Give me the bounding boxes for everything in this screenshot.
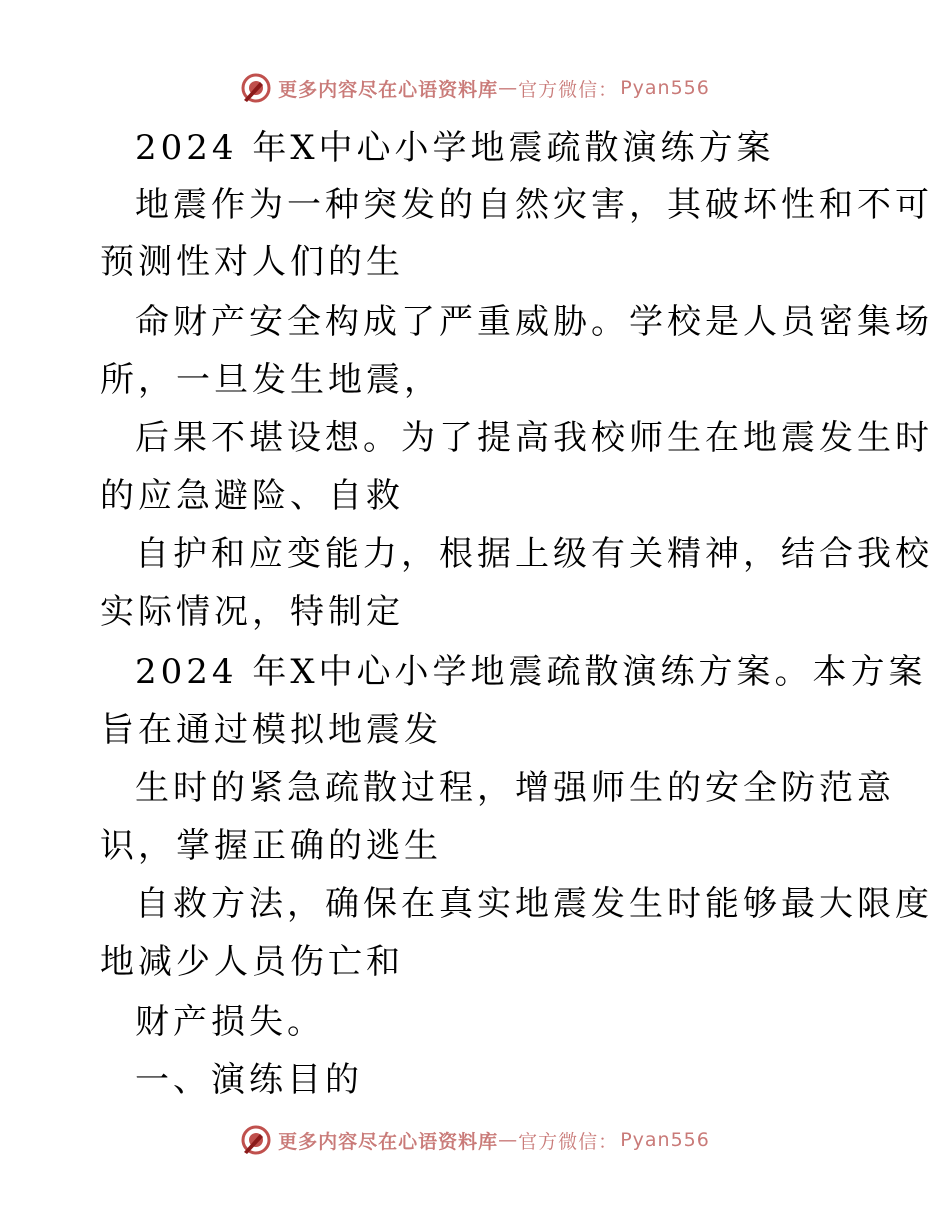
paragraph-line: 后果不堪设想。为了提高我校师生在地震发生时 bbox=[135, 418, 933, 458]
watermark-brand: 更多内容尽在心语资料库 bbox=[278, 1130, 499, 1153]
paragraph-line: 生时的紧急疏散过程，增强师生的安全防范意 bbox=[135, 768, 895, 808]
footer-watermark bbox=[0, 1124, 950, 1156]
paragraph-line: 识，掌握正确的逃生 bbox=[100, 826, 442, 866]
paragraph-line: 2024 年X中心小学地震疏散演练方案。本方案 bbox=[135, 652, 927, 692]
watermark-separator: — bbox=[498, 1129, 519, 1151]
paragraph-line: 旨在通过模拟地震发 bbox=[100, 710, 442, 750]
paragraph-line: 地减少人员伤亡和 bbox=[100, 942, 404, 982]
section-heading: 一、演练目的 bbox=[135, 1060, 363, 1100]
paragraph-line: 的应急避险、自救 bbox=[100, 476, 404, 516]
watermark-label: 官方微信： bbox=[518, 78, 619, 101]
watermark-label: 官方微信： bbox=[518, 1130, 619, 1153]
document-title: 2024 年X中心小学地震疏散演练方案 bbox=[135, 128, 775, 168]
paragraph-line: 地震作为一种突发的自然灾害，其破坏性和不可 bbox=[135, 185, 933, 225]
watermark-wechat-id: Pyan556 bbox=[620, 1129, 710, 1151]
paragraph-line: 实际情况，特制定 bbox=[100, 592, 404, 632]
pen-circle-logo-icon bbox=[240, 1124, 272, 1156]
paragraph-line: 预测性对人们的生 bbox=[100, 242, 404, 282]
pen-circle-logo-icon bbox=[240, 72, 272, 104]
paragraph-line: 所，一旦发生地震， bbox=[100, 360, 442, 400]
watermark-brand: 更多内容尽在心语资料库 bbox=[278, 78, 499, 101]
watermark-separator: — bbox=[498, 77, 519, 99]
paragraph-line: 财产损失。 bbox=[135, 1002, 325, 1042]
watermark-wechat-id: Pyan556 bbox=[620, 77, 710, 99]
paragraph-line: 命财产安全构成了严重威胁。学校是人员密集场 bbox=[135, 302, 933, 342]
paragraph-line: 自护和应变能力，根据上级有关精神，结合我校 bbox=[135, 534, 933, 574]
header-watermark bbox=[0, 72, 950, 104]
paragraph-line: 自救方法，确保在真实地震发生时能够最大限度 bbox=[135, 884, 933, 924]
